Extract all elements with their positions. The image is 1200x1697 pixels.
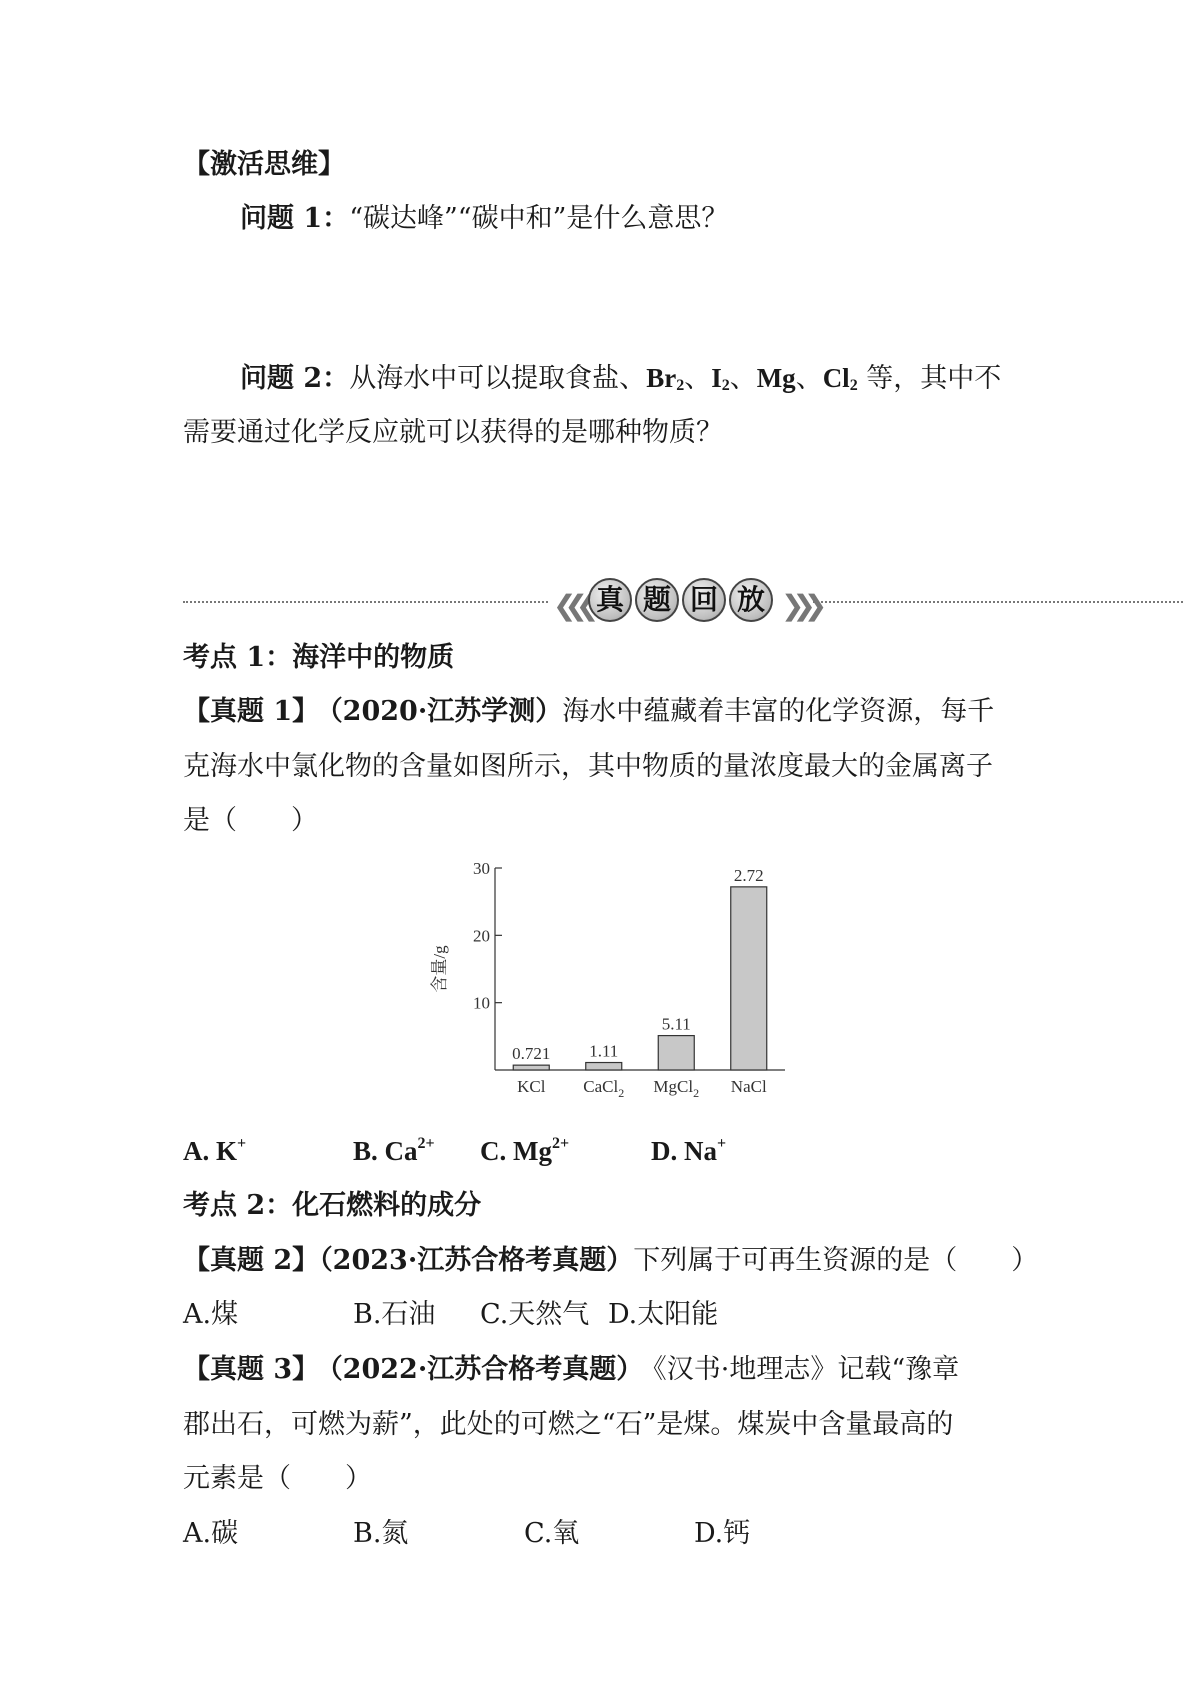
category-label-base: NaCl: [730, 1077, 767, 1096]
data-label-CaCl2: 1.11: [589, 1041, 619, 1061]
chevron-left-icon: ❮❮❮: [553, 589, 588, 622]
category-label-MgCl2: [653, 1077, 699, 1100]
data-label-MgCl2: 5.11: [661, 1014, 691, 1034]
question-1: [240, 201, 728, 237]
banner-divider-right: [813, 601, 1183, 603]
banner-char-2: 题: [635, 578, 679, 622]
chevron-right-icon: ❯❯❯: [781, 589, 816, 622]
question-real-3-line-2: 郡出石，可燃为薪”，此处的可燃之“石”是煤。煤炭中含量最高的: [183, 1409, 954, 1440]
y-tick-label: 30: [473, 859, 490, 878]
bar-NaCl: [731, 887, 767, 1070]
question-real-1-text: 海水中蕴藏着丰富的化学资源，每千: [562, 696, 995, 727]
formula-cl-sub: 2: [849, 377, 858, 394]
formula-br: Br: [646, 363, 677, 393]
bar-MgCl2: [658, 1036, 694, 1070]
question-real-2: [183, 1243, 1038, 1279]
q2-option-a[interactable]: A.煤: [183, 1299, 239, 1330]
banner-divider-left: [183, 601, 548, 603]
y-tick-label: 10: [473, 993, 490, 1013]
y-axis-label: 含量/g: [430, 945, 449, 993]
banner-char-1: 真: [588, 578, 632, 622]
chart-bars: [512, 866, 767, 1100]
q1-option-b-label: B. Ca: [353, 1136, 418, 1166]
question-real-3-line-3: 元素是（ ）: [183, 1463, 372, 1494]
category-label-CaCl2: [583, 1077, 624, 1100]
question-real-1-tag: 【真题 1】: [183, 696, 320, 727]
question-real-2-tag: 【真题 2】: [183, 1245, 320, 1276]
question-2-text-a: 从海水中可以提取食盐、: [349, 363, 647, 394]
question-real-1-line-2: 克海水中氯化物的含量如图所示，其中物质的量浓度最大的金属离子: [183, 751, 993, 782]
question-1-label: 问题 1：: [240, 203, 350, 234]
q2-option-d[interactable]: D.太阳能: [608, 1299, 719, 1330]
q1-option-d-label: D. Na: [651, 1136, 717, 1166]
q3-option-d[interactable]: D.钙: [694, 1518, 751, 1549]
question-1-text: “碳达峰”“碳中和”是什么意思？: [349, 203, 729, 234]
category-label-NaCl: [731, 1077, 767, 1096]
question-real-1-source: （2020·江苏学测）: [329, 696, 563, 727]
question-real-2-text: 下列属于可再生资源的是（ ）: [633, 1245, 1039, 1276]
category-label-base: KCl: [517, 1077, 546, 1096]
q1-option-b[interactable]: [353, 1133, 435, 1170]
formula-i: I: [711, 363, 722, 393]
question-2-line-2: 需要通过化学反应就可以获得的是哪种物质？: [183, 417, 723, 448]
formula-i-sub: 2: [721, 377, 730, 394]
formula-mg: Mg: [756, 363, 796, 393]
q3-option-a[interactable]: A.碳: [183, 1518, 239, 1549]
question-real-3-text: 《汉书·地理志》记载“豫章: [653, 1354, 960, 1385]
question-2-label: 问题 2：: [240, 363, 350, 394]
question-real-1-line-1: [183, 694, 994, 730]
q3-option-b[interactable]: B.氮: [353, 1518, 409, 1549]
section-header: 【激活思维】: [183, 149, 345, 180]
question-2-text-b: 等，其中不: [857, 363, 1002, 394]
q1-option-a-label: A. K: [183, 1136, 237, 1166]
q1-option-d[interactable]: [651, 1133, 726, 1170]
data-label-KCl: 0.721: [512, 1044, 551, 1064]
question-2-line-1: [240, 360, 1001, 404]
y-tick-label: 20: [473, 926, 490, 946]
q1-option-c-label: C. Mg: [480, 1136, 552, 1166]
q1-option-c-sup: 2+: [551, 1135, 570, 1152]
q3-option-c[interactable]: C.氧: [524, 1518, 580, 1549]
q2-option-c[interactable]: C.天然气: [480, 1299, 590, 1330]
q1-option-b-sup: 2+: [417, 1135, 435, 1152]
formula-cl: Cl: [822, 363, 850, 393]
point-2-title: 考点 2：化石燃料的成分: [183, 1190, 482, 1221]
question-real-3-source: （2022·江苏合格考真题）: [329, 1354, 644, 1385]
category-label-base: MgCl: [653, 1077, 694, 1096]
q1-option-c[interactable]: [480, 1133, 569, 1170]
bar-KCl: [513, 1065, 549, 1070]
banner-char-3: 回: [682, 578, 726, 622]
sep-2: 、: [729, 363, 757, 394]
question-real-1-line-3: 是（ ）: [183, 805, 318, 836]
q2-option-b[interactable]: B.石油: [353, 1299, 436, 1330]
category-label-base: CaCl: [583, 1077, 619, 1096]
formula-br-sub: 2: [676, 377, 685, 394]
q1-option-d-sup: +: [717, 1135, 727, 1152]
chloride-content-bar-chart: [420, 850, 800, 1110]
sep-1: 、: [684, 363, 712, 394]
q1-option-a[interactable]: [183, 1133, 246, 1170]
data-label-NaCl: 2.72: [733, 865, 764, 885]
category-label-KCl: [517, 1077, 546, 1096]
banner-char-4: 放: [729, 578, 773, 622]
category-label-sub: 2: [693, 1086, 700, 1100]
bar-CaCl2: [586, 1063, 622, 1070]
question-real-2-source: （2023·江苏合格考真题）: [319, 1245, 634, 1276]
sep-3: 、: [795, 363, 823, 394]
q1-option-a-sup: +: [237, 1135, 247, 1152]
question-real-3-line-1: [183, 1352, 959, 1388]
section-banner: [183, 576, 1183, 628]
point-1-title: 考点 1：海洋中的物质: [183, 642, 455, 673]
question-real-3-tag: 【真题 3】: [183, 1354, 320, 1385]
category-label-sub: 2: [618, 1086, 625, 1100]
